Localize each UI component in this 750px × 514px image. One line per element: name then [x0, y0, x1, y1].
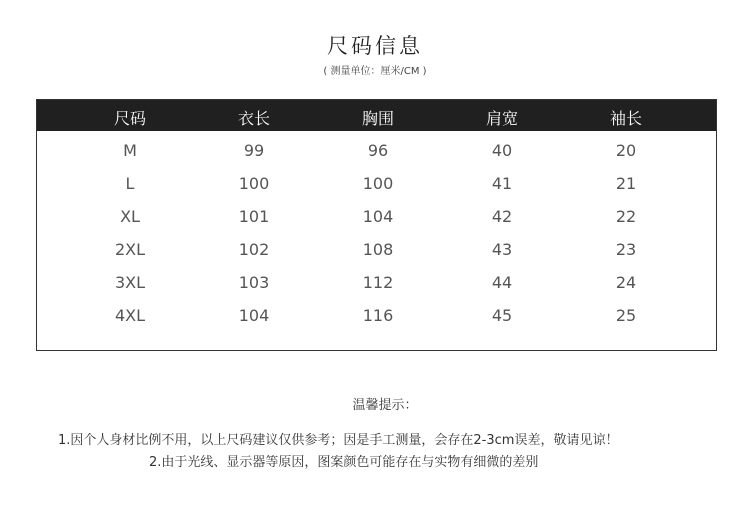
table-row: [37, 168, 716, 201]
cell-size: M: [123, 141, 137, 160]
cell-chest: 100: [362, 174, 394, 193]
cell-shoulder: 43: [491, 240, 513, 259]
table-row: [37, 234, 716, 267]
cell-shoulder: 42: [491, 207, 513, 226]
cell-sleeve: 23: [615, 240, 637, 259]
table-row: [37, 201, 716, 234]
cell-size: 4XL: [114, 306, 146, 325]
table-header-row: [37, 100, 716, 131]
cell-length: 99: [243, 141, 265, 160]
cell-sleeve: 20: [615, 141, 637, 160]
cell-length: 104: [238, 306, 270, 325]
cell-shoulder: 44: [491, 273, 513, 292]
cell-length: 101: [238, 207, 270, 226]
cell-size: XL: [120, 207, 140, 226]
tip-item: 1.因个人身材比例不用，以上尺码建议仅供参考；因是手工测量，会存在2-3cm误差，敬请见谅！: [58, 433, 619, 448]
header-size: 尺码: [113, 109, 146, 128]
cell-chest: 116: [362, 306, 394, 325]
cell-sleeve: 22: [615, 207, 637, 226]
cell-size: L: [125, 174, 135, 193]
cell-chest: 96: [367, 141, 389, 160]
cell-size: 3XL: [114, 273, 146, 292]
measurement-unit-note: ( 测量单位：厘米/CM ): [323, 66, 427, 77]
tips-title: 温馨提示：: [352, 398, 418, 413]
cell-chest: 112: [362, 273, 394, 292]
cell-sleeve: 25: [615, 306, 637, 325]
cell-sleeve: 24: [615, 273, 637, 292]
table-row: [37, 300, 716, 333]
table-row: [37, 135, 716, 168]
cell-length: 102: [238, 240, 270, 259]
header-shoulder: 肩宽: [485, 109, 518, 128]
size-table: [36, 99, 717, 351]
cell-shoulder: 40: [491, 141, 513, 160]
header-sleeve: 袖长: [609, 109, 642, 128]
tip-item: 2.由于光线、显示器等原因，图案颜色可能存在与实物有细微的差别: [149, 455, 539, 470]
page-title: 尺码信息: [327, 34, 423, 58]
cell-chest: 108: [362, 240, 394, 259]
header-chest: 胸围: [361, 109, 394, 128]
table-row: [37, 267, 716, 300]
cell-sleeve: 21: [615, 174, 637, 193]
cell-shoulder: 45: [491, 306, 513, 325]
cell-chest: 104: [362, 207, 394, 226]
cell-length: 103: [238, 273, 270, 292]
cell-length: 100: [238, 174, 270, 193]
cell-shoulder: 41: [491, 174, 513, 193]
cell-size: 2XL: [114, 240, 146, 259]
header-length: 衣长: [237, 109, 270, 128]
